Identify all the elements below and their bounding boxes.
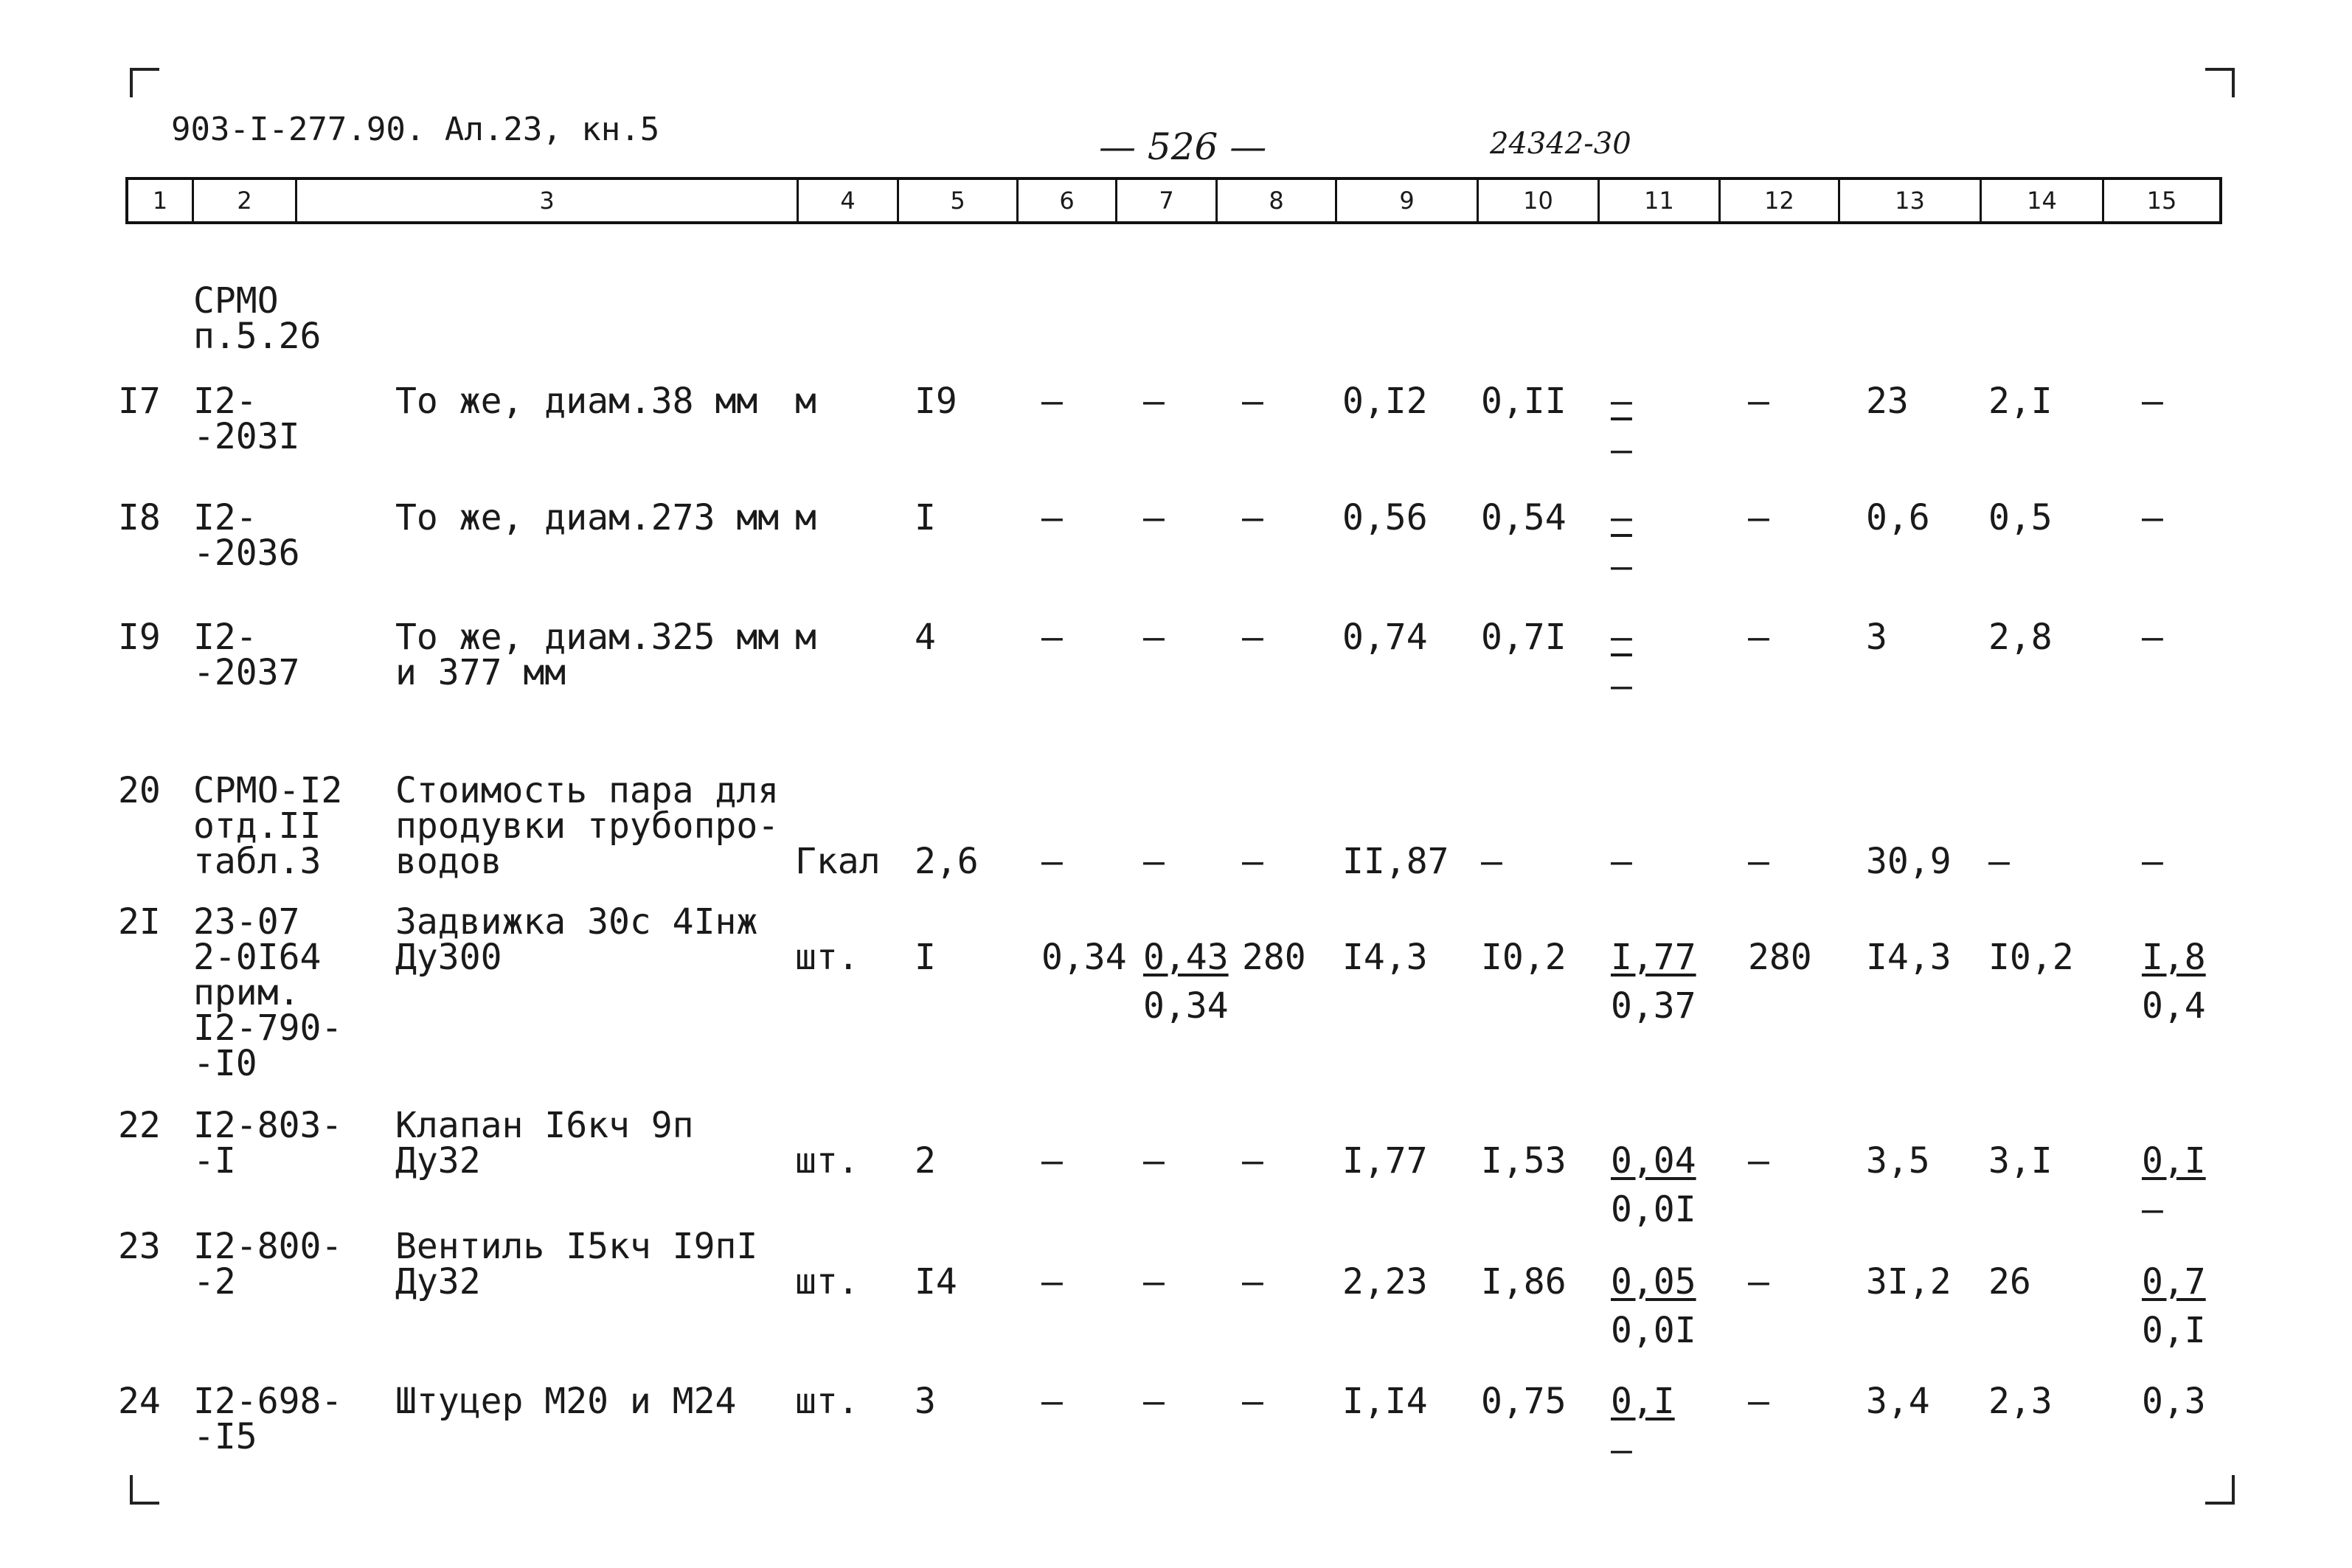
cell-col-10: I,86 xyxy=(1481,1261,1567,1302)
cell-col-8: – xyxy=(1242,497,1263,538)
row-unit: шт. xyxy=(795,937,859,978)
cell-col-13: 0,6 xyxy=(1866,497,1930,538)
cell-col-6: – xyxy=(1041,381,1063,422)
cell-col-12: – xyxy=(1748,497,1769,538)
cell-col-11-top: – xyxy=(1611,841,1632,882)
cell-col-7: – xyxy=(1143,841,1165,882)
cell-col-11-bottom: – xyxy=(1611,429,1632,471)
row-quantity: I9 xyxy=(915,381,957,422)
cell-col-10: I0,2 xyxy=(1481,937,1567,978)
cell-col-15-top: – xyxy=(2142,617,2163,658)
column-number-8: 8 xyxy=(1215,180,1335,221)
cell-col-10: I,53 xyxy=(1481,1140,1567,1182)
cell-col-7: – xyxy=(1143,1261,1165,1302)
row-code: I2- -2037 xyxy=(193,617,300,693)
cell-col-10: 0,7I xyxy=(1481,617,1567,658)
corner-mark-bottom-right xyxy=(2205,1475,2235,1505)
cell-col-12: – xyxy=(1748,381,1769,422)
row-quantity: I xyxy=(915,937,936,978)
cell-col-8: – xyxy=(1242,1381,1263,1422)
cell-col-11-top: 0,05 xyxy=(1611,1261,1696,1302)
cell-col-15-top: – xyxy=(2142,381,2163,422)
cell-col-12: – xyxy=(1748,1140,1769,1182)
cell-col-13: 3 xyxy=(1866,617,1887,658)
row-name: То же, диам.38 мм xyxy=(395,381,758,422)
row-number: 20 xyxy=(118,770,161,811)
cell-col-15-top: 0,3 xyxy=(2142,1381,2206,1422)
cell-col-6: – xyxy=(1041,841,1063,882)
cell-col-7-bottom: 0,34 xyxy=(1143,985,1229,1027)
cell-col-13: 3,4 xyxy=(1866,1381,1930,1422)
cell-col-15-bottom: 0,4 xyxy=(2142,985,2206,1027)
row-name: Вентиль I5кч I9пI Ду32 xyxy=(395,1226,758,1302)
cell-col-15-bottom: 0,I xyxy=(2142,1310,2206,1351)
row-name: То же, диам.273 мм xyxy=(395,497,780,538)
cell-col-8: – xyxy=(1242,617,1263,658)
cell-col-10: – xyxy=(1481,841,1502,882)
row-unit: шт. xyxy=(795,1140,859,1182)
cell-col-9: I4,3 xyxy=(1342,937,1428,978)
cell-col-6: – xyxy=(1041,1261,1063,1302)
cell-col-8: – xyxy=(1242,841,1263,882)
cell-col-15-top: 0,I xyxy=(2142,1140,2206,1182)
row-name: Стоимость пара для продувки трубопро- водов xyxy=(395,770,780,882)
column-number-13: 13 xyxy=(1838,180,1980,221)
row-number: 23 xyxy=(118,1226,161,1267)
corner-mark-bottom-left xyxy=(130,1475,159,1505)
row-name: То же, диам.325 мм и 377 мм xyxy=(395,617,780,693)
corner-mark-top-right xyxy=(2205,68,2235,97)
cell-col-11-bottom: – xyxy=(1611,546,1632,587)
row-unit: м xyxy=(795,381,816,422)
column-number-11: 11 xyxy=(1598,180,1718,221)
cell-col-13: 3,5 xyxy=(1866,1140,1930,1182)
row-quantity: I xyxy=(915,497,936,538)
row-quantity: 3 xyxy=(915,1381,936,1422)
cell-col-11-top: 0,04 xyxy=(1611,1140,1696,1182)
column-number-2: 2 xyxy=(192,180,295,221)
cell-col-14: 2,8 xyxy=(1988,617,2053,658)
page-number: — 526 — xyxy=(1099,125,1267,168)
cell-col-11-bottom: 0,0I xyxy=(1611,1189,1696,1230)
cell-col-15-top: – xyxy=(2142,497,2163,538)
column-number-9: 9 xyxy=(1335,180,1477,221)
cell-col-14: 3,I xyxy=(1988,1140,2053,1182)
cell-col-7: – xyxy=(1143,1140,1165,1182)
row-unit: Гкал xyxy=(795,841,881,882)
row-unit: шт. xyxy=(795,1381,859,1422)
stamp-number: 24342-30 xyxy=(1490,127,1631,161)
cell-col-12: – xyxy=(1748,617,1769,658)
row-number: 22 xyxy=(118,1105,161,1146)
row-unit: м xyxy=(795,617,816,658)
cell-col-8: – xyxy=(1242,381,1263,422)
column-number-14: 14 xyxy=(1980,180,2102,221)
row-code: I2-803- -I xyxy=(193,1105,343,1182)
cell-col-13: 23 xyxy=(1866,381,1909,422)
corner-mark-top-left xyxy=(130,68,159,97)
row-quantity: 2 xyxy=(915,1140,936,1182)
cell-col-7-top: 0,43 xyxy=(1143,937,1229,978)
cell-col-14: 2,3 xyxy=(1988,1381,2053,1422)
row-code: I2-800- -2 xyxy=(193,1226,343,1302)
cell-col-9: II,87 xyxy=(1342,841,1449,882)
column-number-15: 15 xyxy=(2102,180,2219,221)
row-number: I9 xyxy=(118,617,161,658)
cell-col-8: – xyxy=(1242,1140,1263,1182)
row-quantity: I4 xyxy=(915,1261,957,1302)
column-number-5: 5 xyxy=(897,180,1016,221)
cell-col-11-top: 0,I xyxy=(1611,1381,1675,1422)
column-number-1: 1 xyxy=(152,187,168,215)
cell-col-11-bottom: 0,0I xyxy=(1611,1310,1696,1351)
cell-col-12: – xyxy=(1748,1381,1769,1422)
cell-col-7: – xyxy=(1143,1381,1165,1422)
cell-col-11-top: – xyxy=(1611,617,1632,658)
cell-col-15-bottom: – xyxy=(2142,1189,2163,1230)
cell-col-11-top: – xyxy=(1611,497,1632,538)
row-code: I2- -203I xyxy=(193,381,300,457)
cell-col-6: – xyxy=(1041,1381,1063,1422)
cell-col-14: 0,5 xyxy=(1988,497,2053,538)
cell-col-11-bottom: – xyxy=(1611,665,1632,707)
cell-col-10: 0,II xyxy=(1481,381,1567,422)
row-number: I7 xyxy=(118,381,161,422)
cell-col-9: 2,23 xyxy=(1342,1261,1428,1302)
cell-col-10: 0,54 xyxy=(1481,497,1567,538)
cell-col-13: I4,3 xyxy=(1866,937,1952,978)
cell-col-9: 0,I2 xyxy=(1342,381,1428,422)
row-number: 24 xyxy=(118,1381,161,1422)
row-code: СРМО-I2 отд.II табл.3 xyxy=(193,770,343,882)
cell-col-12: – xyxy=(1748,1261,1769,1302)
cell-col-10: 0,75 xyxy=(1481,1381,1567,1422)
document-code: 903-I-277.90. Ал.23, кн.5 xyxy=(171,111,660,148)
cell-col-6: – xyxy=(1041,1140,1063,1182)
column-number-12: 12 xyxy=(1718,180,1838,221)
column-number-3: 3 xyxy=(295,180,797,221)
row-name: Задвижка 30с 4Iнж Ду300 xyxy=(395,901,758,978)
row-code: I2-698- -I5 xyxy=(193,1381,343,1457)
cell-col-6: 0,34 xyxy=(1041,937,1127,978)
cell-col-8: – xyxy=(1242,1261,1263,1302)
cell-col-14: 26 xyxy=(1988,1261,2031,1302)
cell-col-12: – xyxy=(1748,841,1769,882)
column-number-7: 7 xyxy=(1115,180,1215,221)
cell-col-7: – xyxy=(1143,497,1165,538)
row-code: I2- -2036 xyxy=(193,497,300,574)
cell-col-15-top: – xyxy=(2142,841,2163,882)
row-number: 2I xyxy=(118,901,161,943)
cell-col-9: I,77 xyxy=(1342,1140,1428,1182)
cell-col-9: I,I4 xyxy=(1342,1381,1428,1422)
column-number-4: 4 xyxy=(797,180,897,221)
cell-col-8: 280 xyxy=(1242,937,1306,978)
column-number-10: 10 xyxy=(1477,180,1598,221)
column-number-header xyxy=(125,177,2222,224)
row-number: I8 xyxy=(118,497,161,538)
cell-col-6: – xyxy=(1041,617,1063,658)
cell-col-13: 3I,2 xyxy=(1866,1261,1952,1302)
row-unit: м xyxy=(795,497,816,538)
row-unit: шт. xyxy=(795,1261,859,1302)
row-quantity: 4 xyxy=(915,617,936,658)
cell-col-11-top: I,77 xyxy=(1611,937,1696,978)
cell-col-15-top: I,8 xyxy=(2142,937,2206,978)
cell-col-7: – xyxy=(1143,381,1165,422)
cell-col-9: 0,56 xyxy=(1342,497,1428,538)
cell-col-14: – xyxy=(1988,841,2010,882)
row-quantity: 2,6 xyxy=(915,841,979,882)
cell-col-9: 0,74 xyxy=(1342,617,1428,658)
cell-col-14: 2,I xyxy=(1988,381,2053,422)
section-reference: СРМО п.5.26 xyxy=(193,280,322,357)
cell-col-15-top: 0,7 xyxy=(2142,1261,2206,1302)
cell-col-11-top: – xyxy=(1611,381,1632,422)
cell-col-11-bottom: – xyxy=(1611,1429,1632,1471)
row-code: 23-07 2-0I64 прим. I2-790- -I0 xyxy=(193,901,343,1084)
cell-col-7: – xyxy=(1143,617,1165,658)
cell-col-13: 30,9 xyxy=(1866,841,1952,882)
cell-col-12: 280 xyxy=(1748,937,1812,978)
cell-col-14: I0,2 xyxy=(1988,937,2074,978)
row-name: Клапан I6кч 9п Ду32 xyxy=(395,1105,694,1182)
cell-col-6: – xyxy=(1041,497,1063,538)
row-name: Штуцер М20 и М24 xyxy=(395,1381,737,1422)
column-number-6: 6 xyxy=(1016,180,1115,221)
cell-col-11-bottom: 0,37 xyxy=(1611,985,1696,1027)
